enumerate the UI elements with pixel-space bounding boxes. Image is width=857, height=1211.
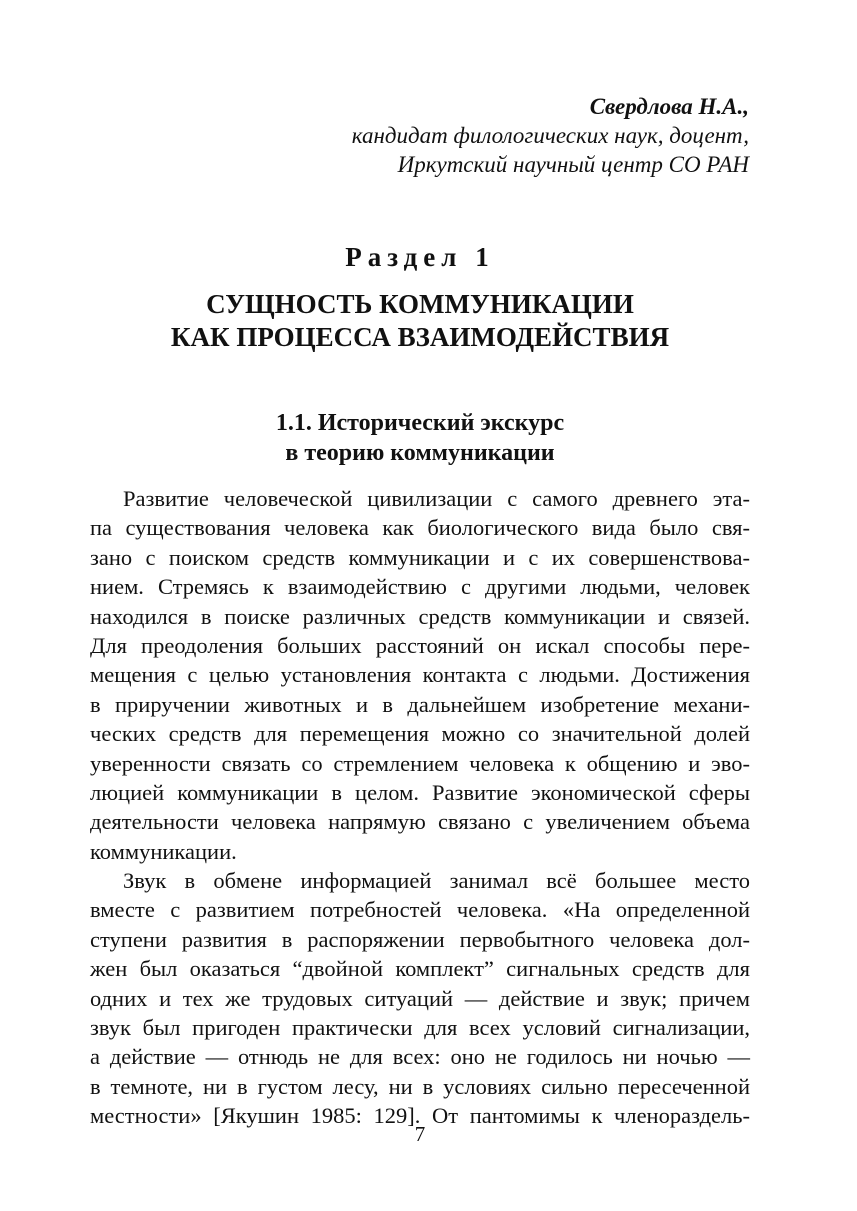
text-line: жен был оказаться “двойной комплект” сигнальных средств для: [90, 956, 750, 982]
section-title-line: СУЩНОСТЬ КОММУНИКАЦИИ: [206, 289, 634, 319]
text-line: вместе с развитием потребностей человека. «На определенной: [90, 897, 750, 923]
text-line: ступени развития в распоряжении первобытного человека дол-: [90, 926, 750, 952]
text-line: звук был пригоден практически для всех условий сигнализации,: [90, 1015, 750, 1041]
text-line: мещения с целью установления контакта с людьми. Достижения: [90, 662, 750, 688]
text-line: коммуникации.: [90, 838, 237, 864]
paragraph-2: [90, 866, 750, 1131]
text-line: Звук в обмене информацией занимал всё большее место: [123, 868, 750, 894]
body-text: [90, 484, 750, 1131]
text-line: люцией коммуникации в целом. Развитие экономической сферы: [90, 779, 750, 805]
text-line: а действие — отнюдь не для всех: оно не годилось ни ночью —: [90, 1044, 750, 1070]
text-line: в приручении животных и в дальнейшем изобретение механи-: [90, 691, 750, 717]
text-line: нием. Стремясь к взаимодействию с другими людьми, человек: [90, 574, 750, 600]
text-line: зано с поиском средств коммуникации и с их совершенствова-: [90, 544, 750, 570]
text-line: ческих средств для перемещения можно со значительной долей: [90, 721, 750, 747]
paragraph-1: [90, 484, 750, 866]
subsection-title-line: 1.1. Исторический экскурс: [275, 410, 565, 436]
text-line: в темноте, ни в густом лесу, ни в условиях сильно пересеченной: [90, 1073, 750, 1099]
section-title: [0, 288, 840, 354]
text-line: уверенности связать со стремлением человека к общению и эво-: [90, 750, 750, 776]
section-title-line: КАК ПРОЦЕССА ВЗАИМОДЕЙСТВИЯ: [170, 322, 670, 352]
text-line: одних и тех же трудовых ситуаций — действие и звук; причем: [90, 985, 750, 1011]
author-degree: кандидат филологических наук, доцент,: [351, 123, 749, 148]
author-affiliation: Иркутский научный центр СО РАН: [397, 152, 749, 177]
author-name: Свердлова Н.А.,: [589, 94, 749, 119]
text-line: деятельности человека напрямую связано с увеличением объема: [90, 809, 750, 835]
text-line: Для преодоления больших расстояний он искал способы пере-: [90, 632, 750, 658]
text-line: местности» [Якушин 1985: 129]. От пантомимы к членораздель-: [90, 1103, 750, 1129]
text-line: Развитие человеческой цивилизации с самого древнего эта-: [123, 486, 750, 511]
text-line: находился в поиске различных средств коммуникации и связей.: [90, 603, 750, 629]
subsection-title-line: в теорию коммуникации: [285, 440, 555, 466]
author-block: [352, 92, 749, 179]
subsection-title: [0, 408, 840, 468]
text-line: па существования человека как биологического вида было свя-: [90, 515, 750, 541]
section-label: Раздел 1: [345, 242, 495, 272]
page-number: 7: [414, 1122, 426, 1146]
